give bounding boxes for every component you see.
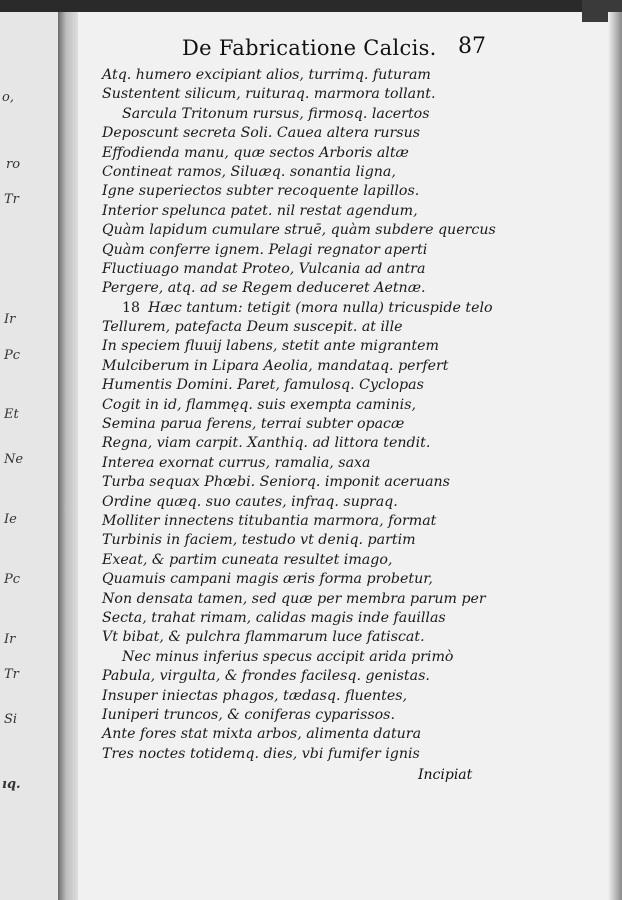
verse-text: Humentis Domini. Paret, famulosq. Cyclopas [102,377,424,394]
verse-line [102,687,602,706]
facing-page-fragment: Pc [4,348,21,363]
facing-page-fragment: Ie [4,512,17,527]
verse-line [102,551,602,570]
verse-line [102,105,602,124]
verse-line [102,628,602,647]
verse-text: Interior spelunca patet. nil restat agendum, [102,202,418,219]
top-edge [0,0,622,12]
verse-text: Pergere, atq. ad se Regem deduceret Aetnæ. [102,280,426,297]
verse-line [102,512,602,531]
section-number: 18 [122,299,141,316]
catchword: Incipiat [418,767,473,783]
verse-line [102,396,602,415]
verse-line [102,434,602,453]
facing-page-fragment: Ne [4,452,24,467]
verse-text: Regna, viam carpit. Xanthiq. ad littora tendit. [102,435,431,452]
book-gutter [58,12,78,900]
facing-page-edge [0,12,58,900]
verse-line [102,357,602,376]
verse-text: Tres noctes totidemq. dies, vbi fumifer ignis [102,745,420,762]
verse-line [102,745,602,764]
verse-text: Igne superiectos subter recoquente lapillos. [102,183,420,200]
verse-text: Hæc tantum: tetigit (mora nulla) tricuspide telo [148,299,493,316]
facing-page-fragment: ro [6,157,21,172]
verse-text: Contineat ramos, Siluæq. sonantia ligna, [102,163,396,180]
facing-page-fragment: Si [4,712,18,727]
facing-page-fragment: Pc [4,572,21,587]
verse-text: Iuniperi truncos, & coniferas cyparissos. [102,706,395,723]
verse-line [102,299,602,318]
verse-text: Non densata tamen, sed quæ per membra parum per [102,590,486,607]
verse-text: Atq. humero excipiant alios, turrimq. futuram [102,67,431,83]
verse-text: Mulciberum in Lipara Aeolia, mandataq. perfert [102,357,449,374]
page-edge-shadow [608,12,622,900]
verse-text: Vt bibat, & pulchra flammarum luce fatiscat. [102,629,425,646]
verse-line [102,531,602,550]
verse-text: Cogit in id, flammęq. suis exempta caminis, [102,396,416,413]
verse-text: Effodienda manu, quæ sectos Arboris altæ [102,144,409,161]
verse-text: Quamuis campani magis æris forma probetur, [102,571,433,588]
verse-text: In speciem fluuij labens, stetit ante migrantem [102,338,439,355]
verse-line [102,260,602,279]
facing-page-fragment: ıq. [2,777,21,792]
page-number: 87 [458,34,486,59]
verse-text: Deposcunt secreta Soli. Cauea altera rursus [102,125,420,142]
verse-text: Fluctiuago mandat Proteo, Vulcania ad antra [102,260,426,277]
verse-line [102,279,602,298]
verse-text: Tellurem, patefacta Deum suscepit. at ille [102,319,403,336]
verse-text: Interea exornat currus, ramalia, saxa [102,454,371,471]
verse-line [102,241,602,260]
verse-line [102,667,602,686]
verse-line [102,415,602,434]
verse-text: Quàm conferre ignem. Pelagi regnator aperti [102,241,428,258]
verse-line [102,609,602,628]
verse-text: Sustentent silicum, ruituraq. marmora tollant. [102,86,436,103]
verse-text: Pabula, virgulta, & frondes facilesq. genistas. [102,668,430,685]
verse-line [102,182,602,201]
verse-text: Sarcula Tritonum rursus, firmosq. lacertos [122,105,430,122]
facing-page-fragment: Tr [4,192,19,207]
verse-text: Secta, trahat rimam, calidas magis inde fauillas [102,609,446,626]
verse-line [102,85,602,104]
book-page [78,12,608,900]
facing-page-fragment: Et [4,407,19,422]
verse-line [102,66,602,85]
verse-text: Ordine quæq. suo cautes, infraq. supraq. [102,493,398,510]
verse-text: Exeat, & partim cuneata resultet imago, [102,551,393,568]
verse-line [102,318,602,337]
verse-text: Insuper iniectas phagos, tædasq. fluentes, [102,687,408,704]
verse-line [102,144,602,163]
verse-line [102,376,602,395]
verse-line [102,570,602,589]
verse-text: Molliter innectens titubantia marmora, format [102,512,437,529]
verse-line [102,163,602,182]
verse-line [102,454,602,473]
facing-page-fragment: Tr [4,667,19,682]
verse-line [102,590,602,609]
verse-text: Semina parua ferens, terrai subter opacæ [102,416,405,433]
verse-text: Turbinis in faciem, testudo vt deniq. partim [102,532,416,549]
verse-line [102,221,602,240]
verse-line [102,202,602,221]
verse-line [102,725,602,744]
facing-page-fragment: o, [2,90,14,105]
verse-line [102,493,602,512]
poem-text [102,66,602,764]
facing-page-fragment: Ir [4,632,16,647]
verse-line [102,706,602,725]
verse-line [102,124,602,143]
verse-line [102,473,602,492]
verse-text: Nec minus inferius specus accipit arida primò [122,648,454,665]
verse-text: Turba sequax Phœbi. Seniorq. imponit aceruans [102,474,450,491]
verse-text: Ante fores stat mixta arbos, alimenta datura [102,726,422,743]
running-header: De Fabricatione Calcis. [182,36,437,60]
facing-page-fragment: Ir [4,312,16,327]
verse-text: Quàm lapidum cumulare struē, quàm subdere quercus [102,222,496,239]
verse-line [102,337,602,356]
verse-line [102,648,602,667]
